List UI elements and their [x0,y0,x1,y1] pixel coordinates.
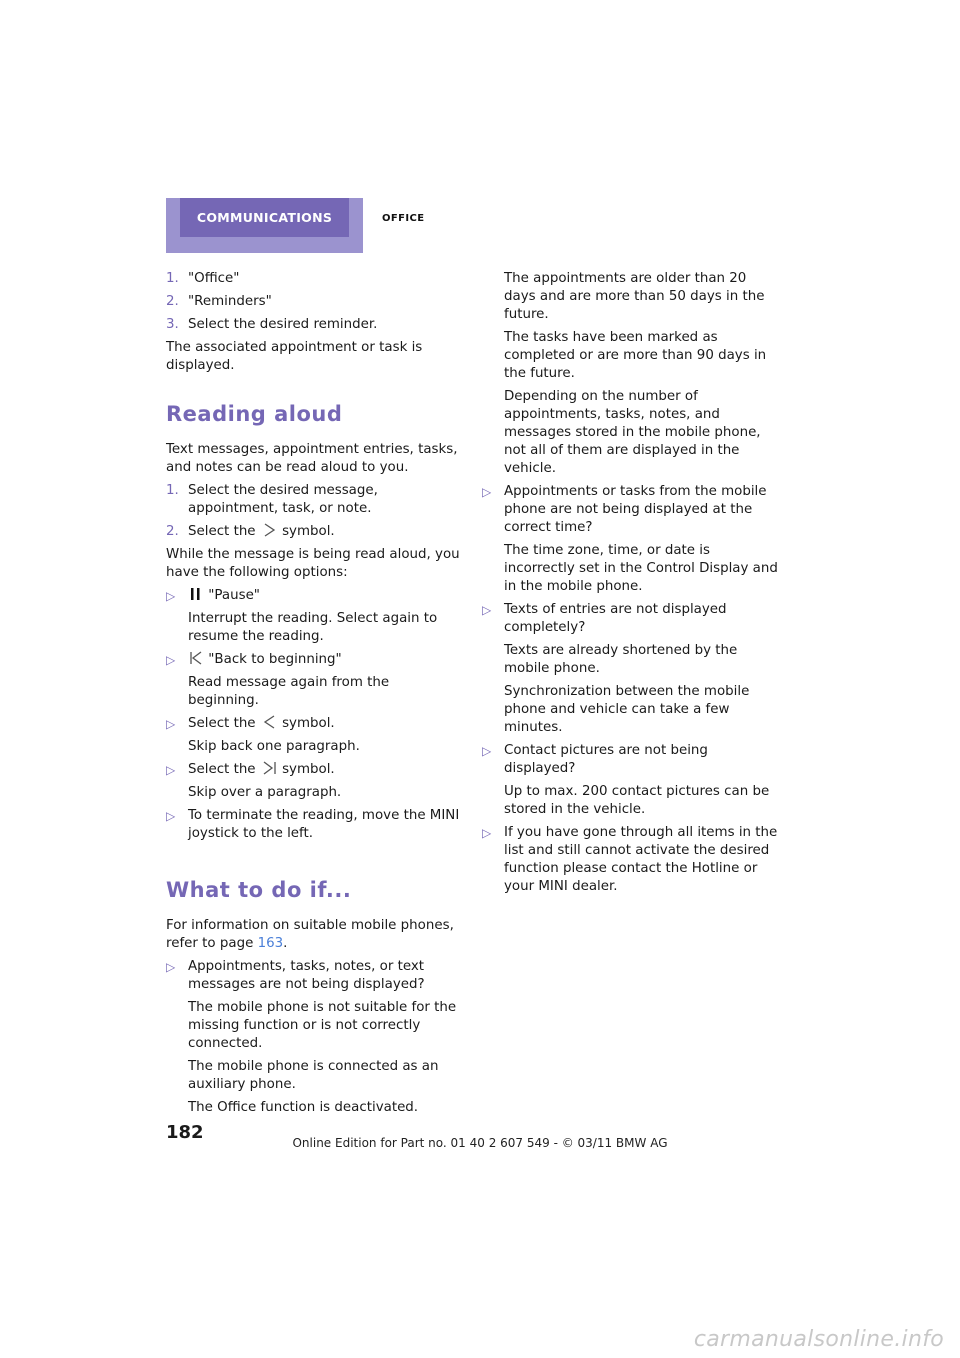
option-label: "Pause" [208,588,260,603]
whatif-intro-text: For information on suitable mobile phones, refer to page [166,918,454,951]
step-text: Select the desired message, appointment, task, or note. [188,483,378,516]
answer-7: The time zone, time, or date is incorrectly set in the Control Display and in the mobile phone. [504,543,778,594]
answer-9: Synchronization between the mobile phone and vehicle can take a few minutes. [504,684,750,735]
whatif-intro-end: . [283,936,288,951]
reading-step-2 [166,523,464,541]
bullet-icon: ▷ [166,653,176,667]
bullet-icon: ▷ [166,763,176,777]
option-next [166,761,464,779]
question-text: Contact pictures are not being displayed? [504,743,708,776]
reading-step-1 [166,482,464,518]
option-text-post: symbol. [282,716,335,731]
page-number: 182 [166,1122,204,1143]
option-label: "Back to beginning" [208,652,342,667]
bullet-icon: ▷ [482,826,492,840]
options-intro: While the message is being read aloud, you have the following options: [166,547,460,580]
question-text: Appointments, tasks, notes, or text messages are not being displayed? [188,959,425,992]
step-number: 1. [166,483,179,498]
bullet-icon: ▷ [166,589,176,603]
answer-2: The mobile phone is connected as an auxiliary phone. [188,1059,439,1092]
question-1 [166,958,464,994]
bullet-icon: ▷ [482,603,492,617]
question-text: Appointments or tasks from the mobile phone are not being displayed at the correct time? [504,484,767,535]
question-2 [482,483,778,537]
answer-5: The tasks have been marked as completed or are more than 90 days in the future. [504,330,767,381]
step-text [188,523,335,541]
answer-1: The mobile phone is not suitable for the missing function or is not correctly connected. [188,1000,457,1051]
intro-step [166,270,464,288]
option-text: To terminate the reading, move the MINI joystick to the left. [188,808,460,841]
next-desc: Skip over a paragraph. [188,785,342,800]
step-text-pre: Select the [188,524,256,539]
step-text: "Reminders" [188,294,272,309]
previous-desc: Skip back one paragraph. [188,739,360,754]
intro-step [166,316,464,334]
option-text-post: symbol. [282,762,335,777]
answer-6: Depending on the number of appointments, tasks, notes, and messages stored in the mobile phone, not all of them are displayed in the vehicle. [504,389,761,476]
step-number: 1. [166,271,179,286]
bullet-icon: ▷ [482,744,492,758]
answer-8: Texts are already shortened by the mobile phone. [504,643,738,676]
bullet-icon: ▷ [482,485,492,499]
option-text [188,715,335,733]
question-text: Texts of entries are not displayed completely? [504,602,727,635]
step-number: 3. [166,317,179,332]
previous-paragraph-icon [261,715,277,729]
whatif-intro [166,917,464,953]
intro-step [166,293,464,311]
chapter-tab-inner [180,198,349,237]
chapter-tab [166,198,363,253]
option-text [188,587,260,605]
option-back [166,651,464,669]
question-3 [482,601,778,637]
pause-desc: Interrupt the reading. Select again to resume the reading. [188,611,438,644]
watermark: carmanualsonline.info [693,1327,944,1352]
page-reference-link[interactable]: 163 [257,936,284,951]
back-to-beginning-icon [189,651,203,665]
option-pause [166,587,464,605]
intro-result: The associated appointment or task is displayed. [166,340,423,373]
reading-aloud-heading: Reading aloud [166,402,343,426]
question-4 [482,742,778,778]
option-text-pre: Select the [188,762,256,777]
step-text: Select the desired reminder. [188,317,378,332]
question-text: If you have gone through all items in the list and still cannot activate the desired function please contact the Hotline or your MINI dealer. [504,825,778,894]
bullet-icon: ▷ [166,960,176,974]
left-column [166,270,464,1122]
step-number: 2. [166,524,179,539]
next-paragraph-icon [261,761,277,775]
answer-3: The Office function is deactivated. [188,1100,419,1115]
step-text: "Office" [188,271,240,286]
option-text-pre: Select the [188,716,256,731]
option-terminate [166,807,464,843]
question-5 [482,824,778,896]
bullet-icon: ▷ [166,717,176,731]
option-previous [166,715,464,733]
pause-icon [189,587,203,601]
answer-4: The appointments are older than 20 days and are more than 50 days in the future. [504,271,765,322]
section-label: OFFICE [382,213,425,224]
answer-10: Up to max. 200 contact pictures can be stored in the vehicle. [504,784,770,817]
back-desc: Read message again from the beginning. [188,675,390,708]
option-text [188,651,342,669]
what-to-do-heading: What to do if... [166,878,352,902]
chapter-label: COMMUNICATIONS [196,210,333,225]
right-column [482,270,778,901]
edition-footer: Online Edition for Part no. 01 40 2 607 549 - © 03/11 BMW AG [292,1136,668,1150]
bullet-icon: ▷ [166,809,176,823]
step-text-post: symbol. [282,524,335,539]
reading-intro: Text messages, appointment entries, tasks, and notes can be read aloud to you. [166,442,458,475]
play-icon [261,523,277,537]
option-text [188,761,335,779]
step-number: 2. [166,294,179,309]
